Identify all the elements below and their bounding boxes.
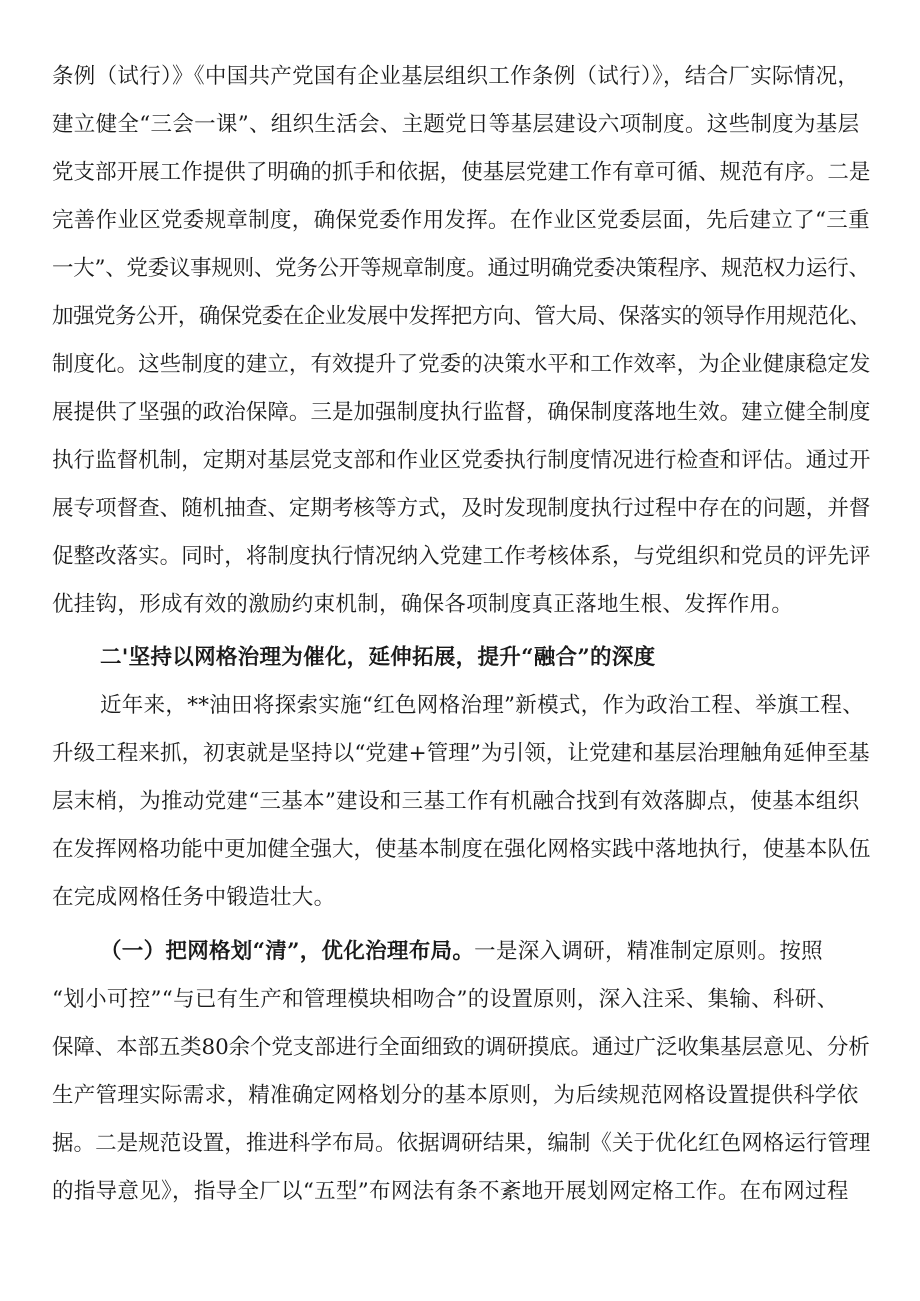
text-line: 建立健全“三会一课”、组织生活会、主题党日等基层建设六项制度。这些制度为基层 <box>52 112 860 137</box>
text-line: 促整改落实。同时，将制度执行情况纳入党建工作考核体系，与党组织和党员的评先评 <box>52 544 871 569</box>
text-line: 的指导意见》，指导全厂以“五型”布网法有条不紊地开展划网定格工作。在布网过程 <box>52 1179 849 1204</box>
text-line: 升级工程来抓，初衷就是坚持以“党建+管理”为引领，让党建和基层治理触角延伸至基 <box>52 741 870 766</box>
text-line: “划小可控”“与已有生产和管理模块相吻合”的设置原则，深入注采、集输、科研、 <box>52 987 839 1012</box>
text-line: 展提供了坚强的政治保障。三是加强制度执行监督，确保制度落地生效。建立健全制度 <box>52 400 871 425</box>
text-span: 一是深入调研，精准制定原则。按照 <box>474 939 823 964</box>
text-line: 条例（试行）》《中国共产党国有企业基层组织工作条例（试行）》，结合厂实际情况， <box>52 64 860 89</box>
text-line: 生产管理实际需求，精准确定网格划分的基本原则，为后续规范网格设置提供科学依 <box>52 1083 859 1108</box>
text-line <box>100 937 823 967</box>
section-heading: 二'坚持以网格治理为催化，延伸拓展，提升“融合”的深度 <box>100 645 656 670</box>
text-line: 保障、本部五类80余个党支部进行全面细致的调研摸底。通过广泛收集基层意见、分析 <box>52 1035 870 1060</box>
text-line: 一大”、党委议事规则、党务公开等规章制度。通过明确党委决策程序、规范权力运行、 <box>52 256 870 281</box>
text-line: 加强党务公开，确保党委在企业发展中发挥把方向、管大局、保落实的领导作用规范化、 <box>52 304 871 329</box>
text-line: 展专项督查、随机抽查、定期考核等方式，及时发现制度执行过程中存在的问题，并督 <box>52 496 871 521</box>
text-line: 近年来，**油田将探索实施“红色网格治理”新模式，作为政治工程、举旗工程、 <box>100 693 865 718</box>
text-line: 制度化。这些制度的建立，有效提升了党委的决策水平和工作效率，为企业健康稳定发 <box>52 352 871 377</box>
text-line: 在发挥网格功能中更加健全强大，使基本制度在强化网格实践中落地执行，使基本队伍 <box>52 837 871 862</box>
text-line: 完善作业区党委规章制度，确保党委作用发挥。在作业区党委层面，先后建立了“三重 <box>52 208 870 233</box>
text-line: 执行监督机制，定期对基层党支部和作业区党委执行制度情况进行检查和评估。通过开 <box>52 448 871 473</box>
text-line: 在完成网格任务中锻造壮大。 <box>52 885 336 910</box>
text-line: 层末梢，为推动党建“三基本”建设和三基工作有机融合找到有效落脚点，使基本组织 <box>52 789 860 814</box>
text-line: 优挂钩，形成有效的激励约束机制，确保各项制度真正落地生根、发挥作用。 <box>52 592 794 617</box>
text-line: 据。二是规范设置，推进科学布局。依据调研结果，编制《关于优化红色网格运行管理 <box>52 1131 871 1156</box>
text-line: 党支部开展工作提供了明确的抓手和依据，使基层党建工作有章可循、规范有序。二是 <box>52 160 871 185</box>
subsection-heading: （一）把网格划“清”，优化治理布局。 <box>100 939 475 964</box>
